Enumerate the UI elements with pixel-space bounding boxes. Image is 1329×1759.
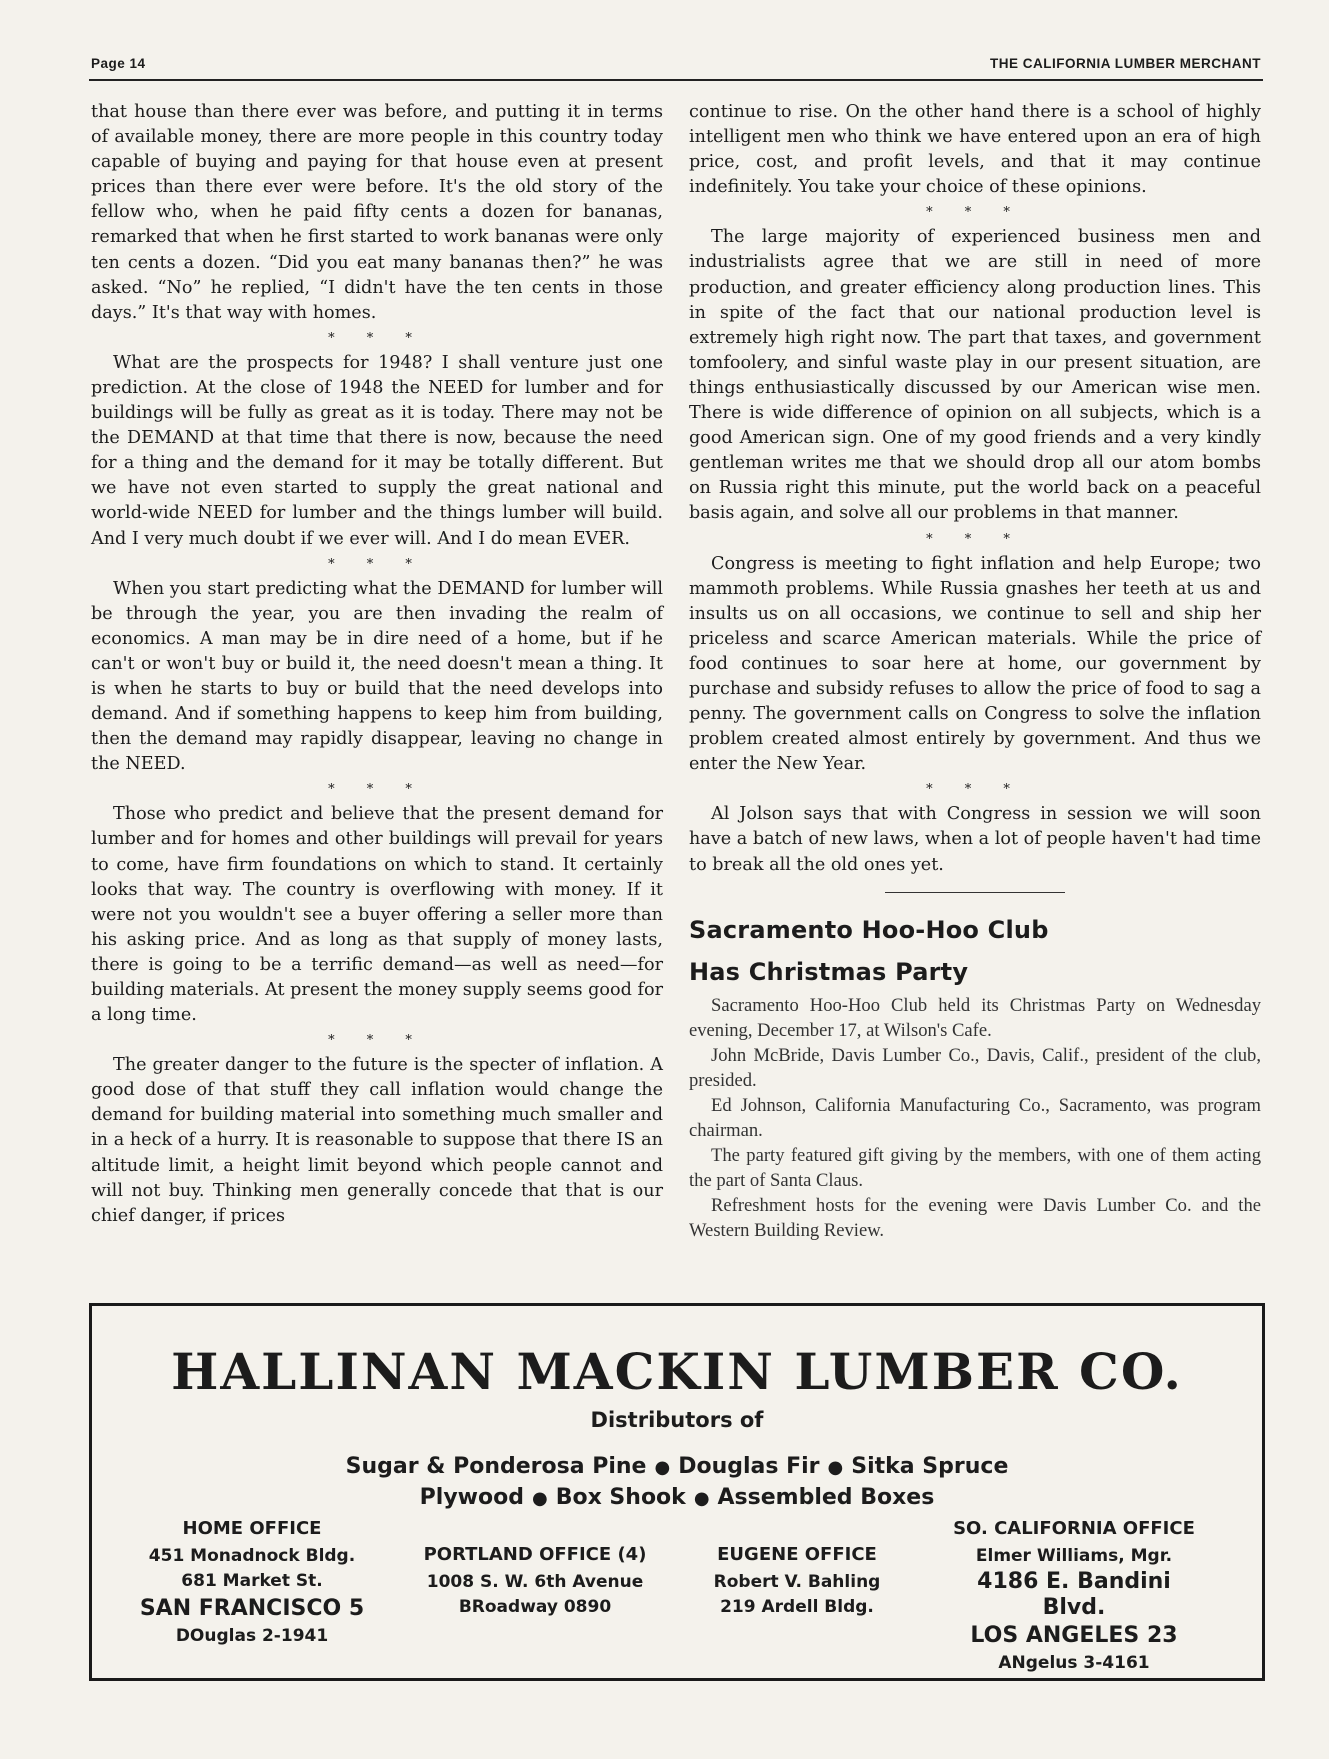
story-paragraph: Sacramento Hoo-Hoo Club held its Christmas Party on Wednesday evening, December 17, at Wilson's Cafe. (689, 994, 1261, 1041)
office-line: 4186 E. Bandini Blvd. (977, 1569, 1171, 1620)
office-line: 681 Market St. (181, 1571, 323, 1591)
office-title: HOME OFFICE (182, 1518, 322, 1539)
office-city: LOS ANGELES 23 (970, 1623, 1178, 1648)
product-item: Sugar & Ponderosa Pine (345, 1454, 647, 1479)
bullet-icon: ● (693, 1488, 710, 1509)
divider-rule (885, 892, 1065, 893)
eugene-office-block (692, 1542, 902, 1620)
home-office-block (132, 1516, 372, 1649)
paragraph: Congress is meeting to fight inflation and help Europe; two mammoth problems. While Russia gnashes her teeth at us and insults us on all occasions, we continue to sell and ship her priceless and scarce American materials. While the price of food continues to soar here at home, our government by purchase and subsidy refuses to allow the price of food to sag a penny. The government calls on Congress to solve the inflation problem created almost entirely by government. And thus we enter the New Year. (689, 553, 1261, 775)
paragraph: When you start predicting what the DEMAND for lumber will be through the year, you are then invading the realm of economics. A man may be in dire need of a home, but if he can't or won't buy or build it, the need doesn't mean a thing. It is when he starts to buy or build that the need develops into demand. And if something happens to keep him from building, then the demand may rapidly disappear, leaving no change in the NEED. (91, 578, 663, 775)
page-header (89, 55, 1263, 81)
section-separator: * * * (926, 782, 1024, 798)
section-separator: * * * (926, 531, 1024, 547)
office-line: BRoadway 0890 (458, 1597, 612, 1617)
story-headline-line2: Has Christmas Party (689, 957, 969, 986)
story-headline-line1: Sacramento Hoo-Hoo Club (689, 915, 1049, 944)
story-paragraph: Refreshment hosts for the evening were Davis Lumber Co. and the Western Building Review. (689, 1195, 1261, 1242)
ad-distributors-label: Distributors of (590, 1408, 764, 1432)
ad-products-line2 (92, 1483, 1262, 1514)
portland-office-block (410, 1542, 660, 1620)
ad-products (92, 1452, 1262, 1514)
office-phone: ANgelus 3-4161 (998, 1653, 1150, 1673)
office-city: SAN FRANCISCO 5 (139, 1596, 365, 1621)
paragraph: The large majority of experienced business men and industrialists agree that we are still in need of more production, and greater efficiency along production lines. This in spite of the fact that our national production level is extremely high right now. The part that taxes, and government tomfoolery, and sinful waste play in our present situation, are things enthusiastically discussed by our American wise men. There is wide difference of opinion on all subjects, which is a good American sign. One of my good friends and a very kindly gentleman writes me that we should drop all our atom bombs on Russia right this minute, put the world back on a peaceful basis again, and solve all our problems in that manner. (689, 227, 1261, 524)
office-title: EUGENE OFFICE (717, 1544, 877, 1565)
paragraph: Al Jolson says that with Congress in session we will soon have a batch of new laws, when a lot of people haven't had time to break all the old ones yet. (689, 804, 1261, 875)
product-item: Assembled Boxes (717, 1485, 935, 1510)
office-line: 1008 S. W. 6th Avenue (426, 1572, 644, 1592)
advertisement-box (89, 1303, 1265, 1681)
bullet-icon: ● (654, 1457, 671, 1478)
ad-company-name: HALLINAN MACKIN LUMBER CO. (171, 1342, 1183, 1401)
office-line: 451 Monadnock Bldg. (148, 1546, 356, 1566)
product-item: Sitka Spruce (851, 1454, 1009, 1479)
paragraph: Those who predict and believe that the present demand for lumber and for homes and other buildings will prevail for years to come, have firm foundations on which to stand. It certainly looks that way. The country is overflowing with money. If it were not you wouldn't see a buyer offering a seller more than his asking price. And as long as that supply of money lasts, there is going to be a terrific demand—as well as need—for building materials. At present the money supply seems good for a long time. (91, 804, 663, 1026)
bullet-icon: ● (531, 1488, 548, 1509)
office-title: SO. CALIFORNIA OFFICE (953, 1518, 1195, 1539)
section-separator: * * * (328, 782, 426, 798)
section-separator: * * * (926, 205, 1024, 221)
page-number: Page 14 (91, 56, 146, 71)
ad-products-line1 (92, 1452, 1262, 1483)
office-line: Elmer Williams, Mgr. (975, 1546, 1173, 1566)
section-separator: * * * (328, 330, 426, 346)
paragraph: continue to rise. On the other hand there is a school of highly intelligent men who think we have entered upon an era of high price, cost, and profit levels, and that it may continue indefinitely. You take your choice of these opinions. (689, 102, 1261, 198)
story-paragraph: The party featured gift giving by the members, with one of them acting the part of Santa Claus. (689, 1145, 1261, 1192)
publication-title: THE CALIFORNIA LUMBER MERCHANT (990, 56, 1261, 71)
product-item: Douglas Fir (678, 1454, 820, 1479)
right-column (689, 100, 1261, 1244)
story-paragraph: Ed Johnson, California Manufacturing Co., Sacramento, was program chairman. (689, 1095, 1261, 1142)
office-line: Robert V. Bahling (713, 1572, 881, 1592)
product-item: Box Shook (555, 1485, 686, 1510)
news-story (689, 909, 1261, 1244)
story-paragraph: John McBride, Davis Lumber Co., Davis, Calif., president of the club, presided. (689, 1044, 1261, 1091)
section-separator: * * * (328, 1033, 426, 1049)
section-separator: * * * (328, 556, 426, 572)
office-title: PORTLAND OFFICE (4) (423, 1544, 647, 1565)
product-item: Plywood (419, 1485, 524, 1510)
paragraph: that house than there ever was before, and putting it in terms of available money, there are more people in this country today capable of buying and paying for that house even at present prices than there ever were before. It's the old story of the fellow who, when he paid fifty cents a dozen for bananas, remarked that when he first started to work bananas were only ten cents a dozen. “Did you eat many bananas then?” he was asked. “No” he replied, “I didn't have the ten cents in those days.” It's that way with homes. (91, 102, 663, 323)
left-column (91, 100, 663, 1229)
bullet-icon: ● (827, 1457, 844, 1478)
office-line: 219 Ardell Bldg. (720, 1597, 874, 1617)
paragraph: The greater danger to the future is the specter of inflation. A good dose of that stuff they call inflation would change the demand for building material into something much smaller and in a heck of a hurry. It is reasonable to suppose that there IS an altitude limit, a height limit beyond which people cannot and will not buy. Thinking men generally concede that that is our chief danger, if prices (91, 1055, 663, 1226)
socal-office-block (944, 1516, 1204, 1676)
office-phone: DOuglas 2-1941 (175, 1626, 329, 1646)
paragraph: What are the prospects for 1948? I shall venture just one prediction. At the close of 1948 the NEED for lumber and for buildings will be fully as great as it is today. There may not be the DEMAND at that time that there is now, because the need for a thing and the demand for it may be totally different. But we have not even started to supply the great national and world-wide NEED for lumber and the things lumber will build. And I very much doubt if we ever will. And I do mean EVER. (91, 352, 663, 549)
